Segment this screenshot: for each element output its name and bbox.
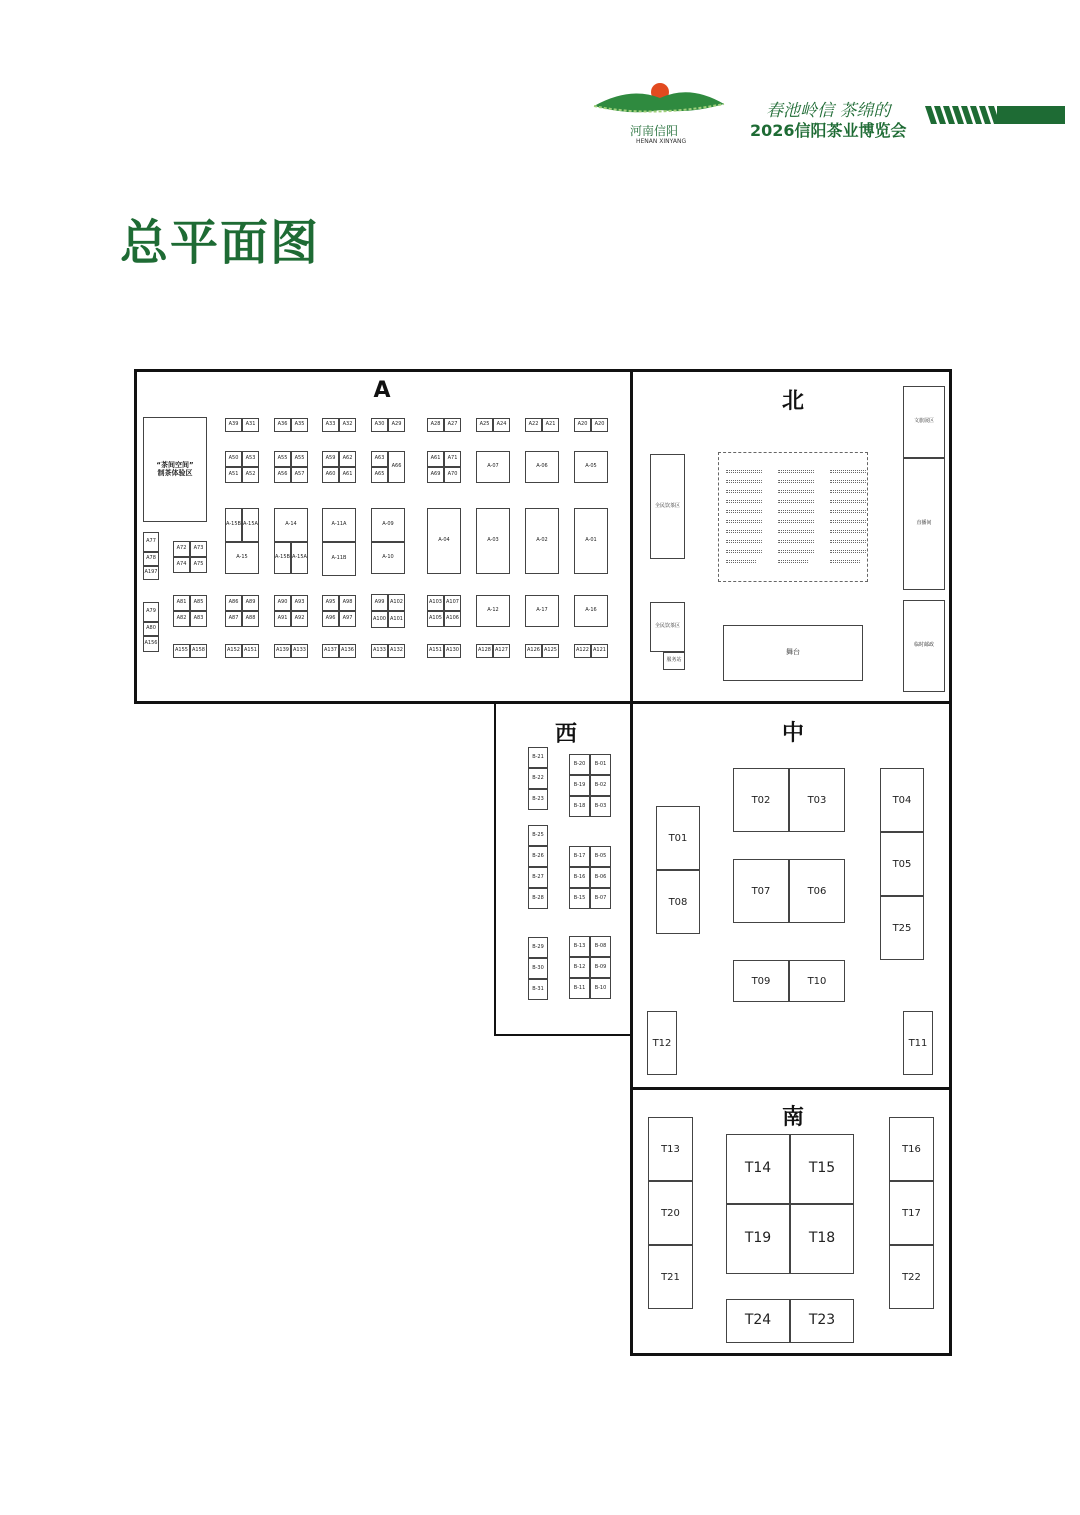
booth-t01[interactable]: T01 [656, 806, 700, 870]
booth-a[interactable]: A137 [322, 644, 339, 658]
booth-a[interactable]: A77 [143, 532, 159, 552]
seat-row [830, 470, 866, 473]
seat-row [778, 520, 814, 523]
booth-t13[interactable]: T13 [648, 1117, 693, 1181]
booth-a[interactable]: A106 [444, 611, 461, 627]
booth-a[interactable]: A130 [444, 644, 461, 658]
booth-a[interactable]: A-15A [242, 508, 259, 542]
booth-a[interactable]: A29 [388, 418, 405, 432]
stripe-icon [925, 106, 1065, 124]
booth-a-large[interactable]: A-01 [574, 508, 608, 574]
booth-t10[interactable]: T10 [789, 960, 845, 1002]
booth-a[interactable]: A71 [444, 451, 461, 467]
seat-row [726, 560, 756, 563]
page-title: 总平面图 [120, 215, 321, 271]
booth-a[interactable]: A55 [291, 451, 308, 467]
booth-a[interactable]: A101 [388, 611, 405, 628]
booth-b[interactable]: B-22 [528, 768, 548, 789]
booth-a[interactable]: A90 [274, 595, 291, 611]
booth-a[interactable]: A30 [371, 418, 388, 432]
booth-b[interactable]: B-03 [590, 796, 611, 817]
booth-a[interactable]: A69 [427, 467, 444, 483]
booth-a[interactable]: A74 [173, 557, 190, 573]
booth-t09[interactable]: T09 [733, 960, 789, 1002]
booth-a-large[interactable]: A-17 [525, 595, 559, 627]
booth-a[interactable]: A50 [225, 451, 242, 467]
zone-west [494, 701, 633, 1036]
booth-b[interactable]: B-29 [528, 937, 548, 958]
stage[interactable]: 舞台 [723, 625, 863, 681]
booth-a[interactable]: A63 [371, 451, 388, 467]
booth-a[interactable]: A33 [322, 418, 339, 432]
zone-north-label: 北 [781, 389, 804, 414]
booth-b[interactable]: B-13 [569, 936, 590, 957]
booth-a[interactable]: A96 [322, 611, 339, 627]
zone-middle [630, 701, 952, 1090]
booth-a[interactable]: A-14 [274, 508, 308, 542]
booth-a-large[interactable]: A-07 [476, 451, 510, 483]
logo-henan-xinyang [590, 78, 730, 148]
booth-a-large[interactable]: A-16 [574, 595, 608, 627]
booth-a[interactable]: A-15A [291, 542, 308, 574]
booth-a[interactable]: A39 [225, 418, 242, 432]
booth-b[interactable]: B-28 [528, 888, 548, 909]
booth-a[interactable]: A89 [242, 595, 259, 611]
booth-b[interactable]: B-20 [569, 754, 590, 775]
booth-a[interactable]: A93 [291, 595, 308, 611]
booth-a[interactable]: A100 [371, 611, 388, 628]
booth-t06[interactable]: T06 [789, 859, 845, 923]
seat-row [830, 530, 866, 533]
booth-a[interactable]: A-11A [322, 508, 356, 542]
cultural-zone[interactable]: 文旅展区 [903, 386, 945, 458]
booth-a[interactable]: A75 [190, 557, 207, 573]
booth-b[interactable]: B-16 [569, 867, 590, 888]
live-room[interactable]: 直播间 [903, 458, 945, 590]
booth-a[interactable]: A-15 [225, 542, 259, 574]
seat-row [726, 550, 762, 553]
booth-a[interactable]: A136 [339, 644, 356, 658]
booth-a[interactable]: A65 [371, 467, 388, 483]
seat-row [726, 540, 762, 543]
booth-b[interactable]: B-02 [590, 775, 611, 796]
seat-row [778, 530, 814, 533]
seat-row [726, 500, 762, 503]
booth-b[interactable]: B-12 [569, 957, 590, 978]
booth-a[interactable]: A20 [591, 418, 608, 432]
seat-row [778, 480, 814, 483]
booth-b[interactable]: B-19 [569, 775, 590, 796]
booth-b[interactable]: B-15 [569, 888, 590, 909]
booth-t20[interactable]: T20 [648, 1181, 693, 1245]
seat-row [830, 560, 860, 563]
experience-zone: “茶间空间” 制茶体验区 [143, 417, 207, 522]
booth-a-large[interactable]: A-12 [476, 595, 510, 627]
booth-a[interactable]: A95 [322, 595, 339, 611]
zone-south-label: 南 [781, 1105, 804, 1130]
booth-a[interactable]: A87 [225, 611, 242, 627]
booth-a[interactable]: A91 [274, 611, 291, 627]
stripe-decoration [925, 106, 1065, 124]
booth-a[interactable]: A105 [427, 611, 444, 627]
booth-a[interactable]: A22 [525, 418, 542, 432]
booth-a[interactable]: A60 [322, 467, 339, 483]
booth-t17[interactable]: T17 [889, 1181, 934, 1245]
booth-a[interactable]: A-11B [322, 542, 356, 576]
seat-row [778, 470, 814, 473]
booth-a[interactable]: A139 [274, 644, 291, 658]
booth-b[interactable]: B-26 [528, 846, 548, 867]
booth-t18[interactable]: T18 [790, 1204, 854, 1274]
seat-row [726, 530, 762, 533]
booth-a-large[interactable]: A-02 [525, 508, 559, 574]
booth-a[interactable]: A32 [339, 418, 356, 432]
booth-a[interactable]: A-15B [225, 508, 242, 542]
booth-t15[interactable]: T15 [790, 1134, 854, 1204]
seat-row [830, 520, 866, 523]
booth-a[interactable]: A36 [274, 418, 291, 432]
booth-a[interactable]: A152 [225, 644, 242, 658]
seat-row [778, 550, 814, 553]
booth-a[interactable]: A121 [591, 644, 608, 658]
booth-a[interactable]: A59 [322, 451, 339, 467]
booth-a[interactable]: A25 [476, 418, 493, 432]
booth-a[interactable]: A82 [173, 611, 190, 627]
booth-a[interactable]: A28 [427, 418, 444, 432]
booth-a[interactable]: A61 [339, 467, 356, 483]
booth-b[interactable]: B-10 [590, 978, 611, 999]
booth-t07[interactable]: T07 [733, 859, 789, 923]
service-station[interactable]: 服务站 [663, 652, 685, 670]
logo-en-text: HENAN XINYANG [636, 138, 687, 145]
booth-a[interactable]: A98 [339, 595, 356, 611]
booth-a-large[interactable]: A-03 [476, 508, 510, 574]
seat-row [830, 510, 866, 513]
booth-t14[interactable]: T14 [726, 1134, 790, 1204]
booth-a[interactable]: A80 [143, 622, 159, 636]
booth-a[interactable]: A-15B [274, 542, 291, 574]
booth-b[interactable]: B-30 [528, 958, 548, 979]
booth-a[interactable]: A158 [190, 644, 207, 658]
booth-t03[interactable]: T03 [789, 768, 845, 832]
booth-a[interactable]: A27 [444, 418, 461, 432]
booth-a[interactable]: A61 [427, 451, 444, 467]
booth-a[interactable]: A62 [339, 451, 356, 467]
booth-a[interactable]: A83 [190, 611, 207, 627]
expo-name: 2026信阳茶业博览会 [750, 121, 907, 140]
booth-t22[interactable]: T22 [889, 1245, 934, 1309]
booth-a[interactable]: A151 [242, 644, 259, 658]
seat-row [726, 510, 762, 513]
booth-b[interactable]: B-08 [590, 936, 611, 957]
booth-t12[interactable]: T12 [647, 1011, 677, 1075]
seat-row [778, 490, 814, 493]
booth-a[interactable]: A107 [444, 595, 461, 611]
booth-b[interactable]: B-07 [590, 888, 611, 909]
booth-b[interactable]: B-25 [528, 825, 548, 846]
zone-middle-label: 中 [781, 721, 804, 746]
booth-t25[interactable]: T25 [880, 896, 924, 960]
zone-south [630, 1087, 952, 1356]
logo-mountain-icon [590, 78, 730, 128]
temp-post[interactable]: 临时邮政 [903, 600, 945, 692]
seat-row [726, 470, 762, 473]
booth-a[interactable]: A79 [143, 602, 159, 622]
rest-area-1[interactable]: 全民饮茶区 [650, 454, 685, 559]
booth-a[interactable]: A128 [476, 644, 493, 658]
booth-t21[interactable]: T21 [648, 1245, 693, 1309]
seat-row [778, 510, 814, 513]
booth-a[interactable]: A133 [291, 644, 308, 658]
booth-a[interactable]: A122 [574, 644, 591, 658]
booth-a[interactable]: A85 [190, 595, 207, 611]
booth-a-large[interactable]: A-05 [574, 451, 608, 483]
seat-row [830, 550, 866, 553]
seat-row [726, 490, 762, 493]
booth-t16[interactable]: T16 [889, 1117, 934, 1181]
booth-t02[interactable]: T02 [733, 768, 789, 832]
seat-row [726, 520, 762, 523]
booth-a[interactable]: A53 [242, 451, 259, 467]
seat-row [778, 540, 814, 543]
booth-b[interactable]: B-21 [528, 747, 548, 768]
booth-a[interactable]: A20 [574, 418, 591, 432]
booth-b[interactable]: B-01 [590, 754, 611, 775]
booth-t04[interactable]: T04 [880, 768, 924, 832]
booth-a[interactable]: A66 [388, 451, 405, 483]
logo-cn-text: 河南信阳 [630, 124, 679, 138]
seat-row [778, 560, 808, 563]
seat-row [830, 490, 866, 493]
booth-t24[interactable]: T24 [726, 1299, 790, 1343]
booth-a[interactable]: A35 [291, 418, 308, 432]
zone-a [134, 369, 633, 704]
booth-a[interactable]: A197 [143, 566, 159, 580]
booth-b[interactable]: B-31 [528, 979, 548, 1000]
booth-t23[interactable]: T23 [790, 1299, 854, 1343]
booth-a[interactable]: A81 [173, 595, 190, 611]
seat-row [830, 480, 866, 483]
zone-west-label: 西 [554, 722, 577, 747]
booth-a[interactable]: A56 [274, 467, 291, 483]
booth-b[interactable]: B-06 [590, 867, 611, 888]
seat-row [830, 500, 866, 503]
booth-b[interactable]: B-18 [569, 796, 590, 817]
booth-t19[interactable]: T19 [726, 1204, 790, 1274]
booth-t11[interactable]: T11 [903, 1011, 933, 1075]
booth-a[interactable]: A21 [542, 418, 559, 432]
booth-a[interactable]: A127 [493, 644, 510, 658]
booth-a[interactable]: A73 [190, 541, 207, 557]
booth-a[interactable]: A51 [225, 467, 242, 483]
booth-t08[interactable]: T08 [656, 870, 700, 934]
booth-b[interactable]: B-05 [590, 846, 611, 867]
booth-b[interactable]: B-27 [528, 867, 548, 888]
seat-row [778, 500, 814, 503]
booth-a[interactable]: A97 [339, 611, 356, 627]
booth-a[interactable]: A102 [388, 594, 405, 611]
booth-a[interactable]: A132 [388, 644, 405, 658]
booth-a[interactable]: A24 [493, 418, 510, 432]
rest-area-2[interactable]: 全民饮茶区 [650, 602, 685, 652]
booth-a[interactable]: A78 [143, 552, 159, 566]
booth-a[interactable]: A72 [173, 541, 190, 557]
seat-row [726, 480, 762, 483]
booth-b[interactable]: B-09 [590, 957, 611, 978]
booth-t05[interactable]: T05 [880, 832, 924, 896]
booth-a[interactable]: A31 [242, 418, 259, 432]
booth-b[interactable]: B-17 [569, 846, 590, 867]
booth-a[interactable]: A52 [242, 467, 259, 483]
expo-slogan: 春池岭信 茶绵的 [766, 101, 891, 121]
booth-a[interactable]: A155 [173, 644, 190, 658]
booth-b[interactable]: B-23 [528, 789, 548, 810]
booth-a[interactable]: A103 [427, 595, 444, 611]
booth-a[interactable]: A99 [371, 594, 388, 611]
booth-a[interactable]: A126 [525, 644, 542, 658]
booth-a[interactable]: A86 [225, 595, 242, 611]
booth-a[interactable]: A125 [542, 644, 559, 658]
booth-a[interactable]: A-09 [371, 508, 405, 542]
booth-a[interactable]: A133 [371, 644, 388, 658]
booth-a[interactable]: A57 [291, 467, 308, 483]
booth-a-large[interactable]: A-06 [525, 451, 559, 483]
zone-a-label: A [373, 378, 391, 403]
booth-a[interactable]: A92 [291, 611, 308, 627]
booth-b[interactable]: B-11 [569, 978, 590, 999]
booth-a[interactable]: A88 [242, 611, 259, 627]
booth-a-large[interactable]: A-04 [427, 508, 461, 574]
booth-a[interactable]: A70 [444, 467, 461, 483]
booth-a[interactable]: A151 [427, 644, 444, 658]
zone-north [630, 369, 952, 704]
booth-a[interactable]: A156 [143, 636, 159, 652]
seat-row [830, 540, 866, 543]
booth-a[interactable]: A-10 [371, 542, 405, 574]
booth-a[interactable]: A55 [274, 451, 291, 467]
